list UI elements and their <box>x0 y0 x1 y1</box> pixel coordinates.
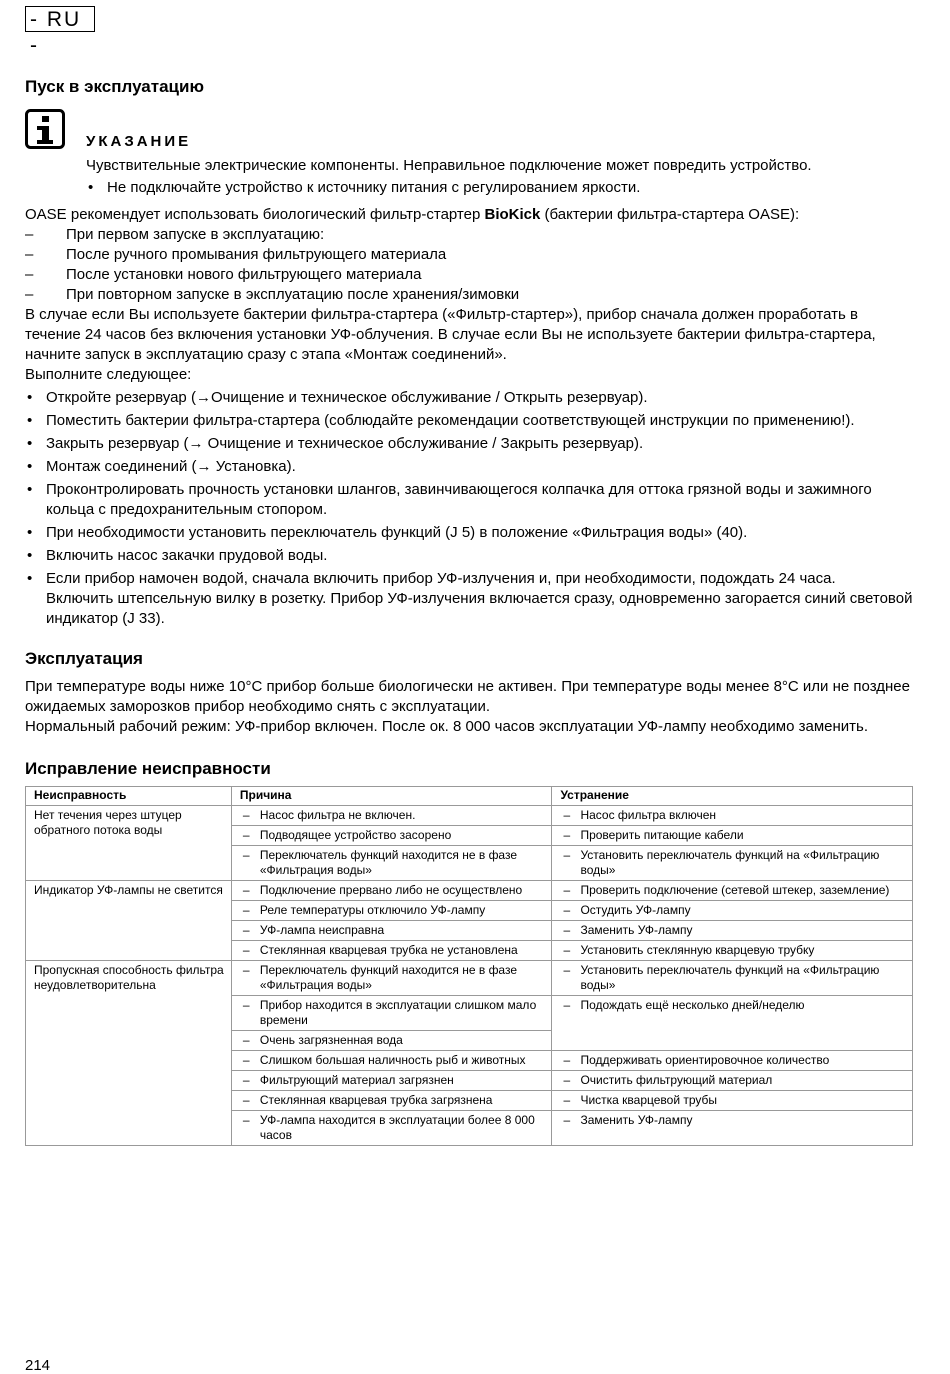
operation-paragraph: Нормальный рабочий режим: УФ-прибор включен. После ок. 8 000 часов эксплуатации УФ-лампу необходимо заменить. <box>25 718 868 735</box>
cause-cell: – Стеклянная кварцевая трубка загрязнена <box>231 1091 552 1111</box>
cause-cell: – Фильтрующий материал загрязнен <box>231 1071 552 1091</box>
fix-cell: – Подождать ещё несколько дней/неделю <box>552 996 913 1051</box>
section-heading-start: Пуск в эксплуатацию <box>25 77 204 96</box>
dash-item: – После ручного промывания фильтрующего материала <box>25 245 913 265</box>
fix-cell: – Установить переключатель функций на «Фильтрацию воды» <box>552 846 913 881</box>
notice-bullet: • Не подключайте устройство к источнику питания с регулированием яркости. <box>86 177 916 199</box>
cause-cell: – Переключатель функций находится не в фазе «Фильтрация воды» <box>231 961 552 996</box>
section-heading-troubleshooting: Исправление неисправности <box>25 759 271 778</box>
page-number: 214 <box>25 1357 51 1374</box>
problem-cell: Нет течения через штуцер обратного потока воды <box>26 806 232 881</box>
start-body <box>25 205 913 629</box>
fix-cell: – Насос фильтра включен <box>552 806 913 826</box>
fix-cell: – Очистить фильтрующий материал <box>552 1071 913 1091</box>
problem-cell: Индикатор УФ-лампы не светится <box>26 881 232 961</box>
start-instruction: Выполните следующее: <box>25 366 192 383</box>
step-item: • Закрыть резервуар (→ Очищение и техническое обслуживание / Закрыть резервуар). <box>25 434 913 454</box>
step-item <box>25 569 913 629</box>
notice-text: Чувствительные электрические компоненты. Неправильное подключение может повредить устройство. <box>86 157 812 174</box>
manual-page <box>25 6 913 1146</box>
fix-cell: – Проверить питающие кабели <box>552 826 913 846</box>
table-row <box>26 961 913 996</box>
fix-cell: – Установить переключатель функций на «Фильтрацию воды» <box>552 961 913 996</box>
step-item: • Монтаж соединений (→ Установка). <box>25 457 913 477</box>
troubleshooting-table <box>25 786 913 1146</box>
column-header: Устранение <box>552 787 913 806</box>
step-item: • Проконтролировать прочность установки шлангов, завинчивающегося колпачка для оттока грязной воды и зажимного кольца с предохранительным стопором. <box>25 480 913 520</box>
step-item: • Включить насос закачки прудовой воды. <box>25 546 913 566</box>
notice-title: УКАЗАНИЕ <box>86 133 192 150</box>
dash-item: – При первом запуске в эксплуатацию: <box>25 225 913 245</box>
fix-cell: – Заменить УФ-лампу <box>552 921 913 941</box>
brand-name: BioKick <box>484 206 541 223</box>
problem-cell: Пропускная способность фильтра неудовлетворительна <box>26 961 232 1146</box>
fix-cell: – Заменить УФ-лампу <box>552 1111 913 1146</box>
info-icon <box>25 109 65 149</box>
recommend-post: (бактерии фильтра-стартера OASE): <box>540 206 800 223</box>
start-paragraph: В случае если Вы используете бактерии фильтра-стартера («Фильтр-стартер»), прибор сначала должен проработать в течение 24 часов без включения установки УФ-облучения. В случае если Вы не используете бактерии фильтра-стартера, начните запуск в эксплуатацию сразу с этапа «Монтаж соединений». <box>25 306 876 363</box>
fix-cell: – Чистка кварцевой трубы <box>552 1091 913 1111</box>
cause-cell: – Стеклянная кварцевая трубка не установлена <box>231 941 552 961</box>
step-item: • Поместить бактерии фильтра-стартера (соблюдайте рекомендации соответствующей инструкции по применению!). <box>25 411 913 431</box>
step-item: • Откройте резервуар (→Очищение и техническое обслуживание / Открыть резервуар). <box>25 388 913 408</box>
recommend-pre: OASE рекомендует использовать биологический фильтр-стартер <box>25 206 485 223</box>
notice-box <box>25 109 913 205</box>
table-row <box>26 881 913 901</box>
fix-cell: – Проверить подключение (сетевой штекер, заземление) <box>552 881 913 901</box>
table-row <box>26 806 913 826</box>
cause-cell: – Насос фильтра не включен. <box>231 806 552 826</box>
recommend-line <box>25 205 913 225</box>
table-header-row <box>26 787 913 806</box>
fix-cell: – Установить стеклянную кварцевую трубку <box>552 941 913 961</box>
fix-cell: – Поддерживать ориентировочное количество <box>552 1051 913 1071</box>
dash-item: – При повторном запуске в эксплуатацию после хранения/зимовки <box>25 285 913 305</box>
column-header: Причина <box>231 787 552 806</box>
step-text: • Если прибор намочен водой, сначала включить прибор УФ-излучения и, при необходимости, подождать 24 часа. <box>46 570 836 587</box>
cause-cell: – Переключатель функций находится не в фазе «Фильтрация воды» <box>231 846 552 881</box>
cause-cell: – Реле температуры отключило УФ-лампу <box>231 901 552 921</box>
dash-item: – После установки нового фильтрующего материала <box>25 265 913 285</box>
cause-cell: – УФ-лампа находится в эксплуатации более 8 000 часов <box>231 1111 552 1146</box>
cause-cell: – Слишком большая наличность рыб и животных <box>231 1051 552 1071</box>
operation-paragraph: При температуре воды ниже 10°C прибор больше биологически не активен. При температуре воды менее 8°C или не позднее ожидаемых заморозков прибор необходимо снять с эксплуатации. <box>25 678 910 715</box>
step-item: • При необходимости установить переключатель функций (J 5) в положение «Фильтрация воды» (40). <box>25 523 913 543</box>
cause-cell: – Очень загрязненная вода <box>231 1031 552 1051</box>
cause-cell: – Прибор находится в эксплуатации слишком мало времени <box>231 996 552 1031</box>
cause-cell: – УФ-лампа неисправна <box>231 921 552 941</box>
section-heading-operation: Эксплуатация <box>25 649 143 668</box>
step-extra-text: Включить штепсельную вилку в розетку. Прибор УФ-излучения включается сразу, одновременно загорается синий световой индикатор (J 33). <box>46 590 913 627</box>
operation-body <box>25 677 913 737</box>
cause-cell: – Подводящее устройство засорено <box>231 826 552 846</box>
column-header: Неисправность <box>26 787 232 806</box>
language-tab: - RU - <box>25 6 95 32</box>
cause-cell: – Подключение прервано либо не осуществлено <box>231 881 552 901</box>
notice-body <box>86 155 916 199</box>
fix-cell: – Остудить УФ-лампу <box>552 901 913 921</box>
